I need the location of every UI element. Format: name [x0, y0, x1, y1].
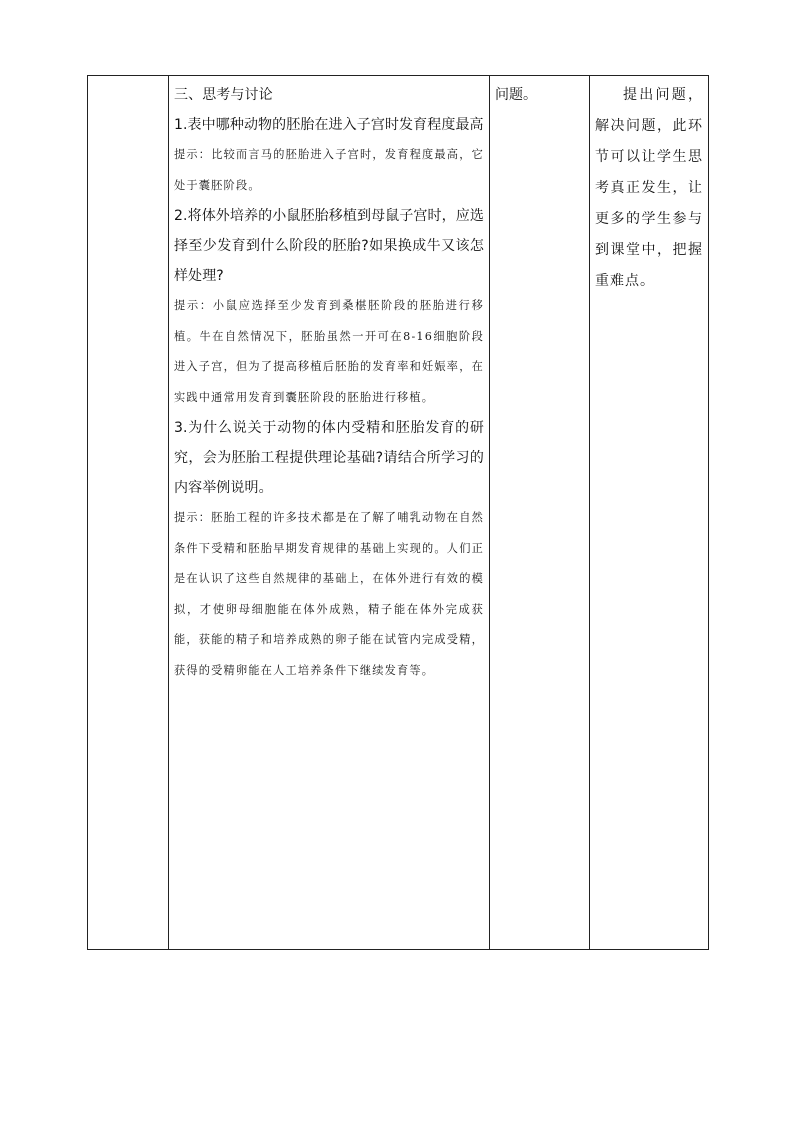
student-activity-cell [490, 76, 590, 950]
teacher-activity-content [169, 76, 489, 686]
design-intent-content [590, 76, 708, 297]
design-intent-text: 提出问题，解决问题，此环节可以让学生思考真正发生，让更多的学生参与到课堂中，把握重难点。 [595, 87, 703, 289]
hint-3: 提示：胚胎工程的许多技术都是在了解了哺乳动物在自然条件下受精和胚胎早期发育规律的基础上实现的。人们正是在认识了这些自然规律的基础上，在体外进行有效的模拟，才使卵母细胞能在体外成熟，精子能在体外完成获能，获能的精子和培养成熟的卵子能在试管内完成受精，获得的受精卵能在人工培养条件下继续发育等。 [174, 511, 484, 677]
teacher-activity-cell [169, 76, 490, 950]
stage-cell [88, 76, 169, 950]
section-heading: 三、思考与讨论 [174, 87, 273, 103]
student-activity-content [490, 76, 589, 110]
question-2: 2.将体外培养的小鼠胚胎移植到母鼠子宫时，应选择至少发育到什么阶段的胚胎?如果换成牛又该怎样处理? [174, 208, 484, 284]
question-1: 1.表中哪种动物的胚胎在进入子宫时发育程度最高 [174, 117, 484, 133]
hint-2: 提示：小鼠应选择至少发育到桑椹胚阶段的胚胎进行移植。牛在自然情况下，胚胎虽然一开可在8-16细胞阶段进入子宫，但为了提高移植后胚胎的发育率和妊娠率，在实践中通常用发育到囊胚阶段的胚胎进行移植。 [174, 299, 484, 404]
student-activity-text: 问题。 [495, 87, 537, 103]
question-3: 3.为什么说关于动物的体内受精和胚胎发育的研究，会为胚胎工程提供理论基础?请结合所学习的内容举例说明。 [174, 420, 484, 496]
hint-1: 提示：比较而言马的胚胎进入子宫时，发育程度最高，它处于囊胚阶段。 [174, 148, 484, 192]
table-row [88, 76, 709, 950]
lesson-plan-table [87, 75, 709, 950]
design-intent-cell [590, 76, 709, 950]
